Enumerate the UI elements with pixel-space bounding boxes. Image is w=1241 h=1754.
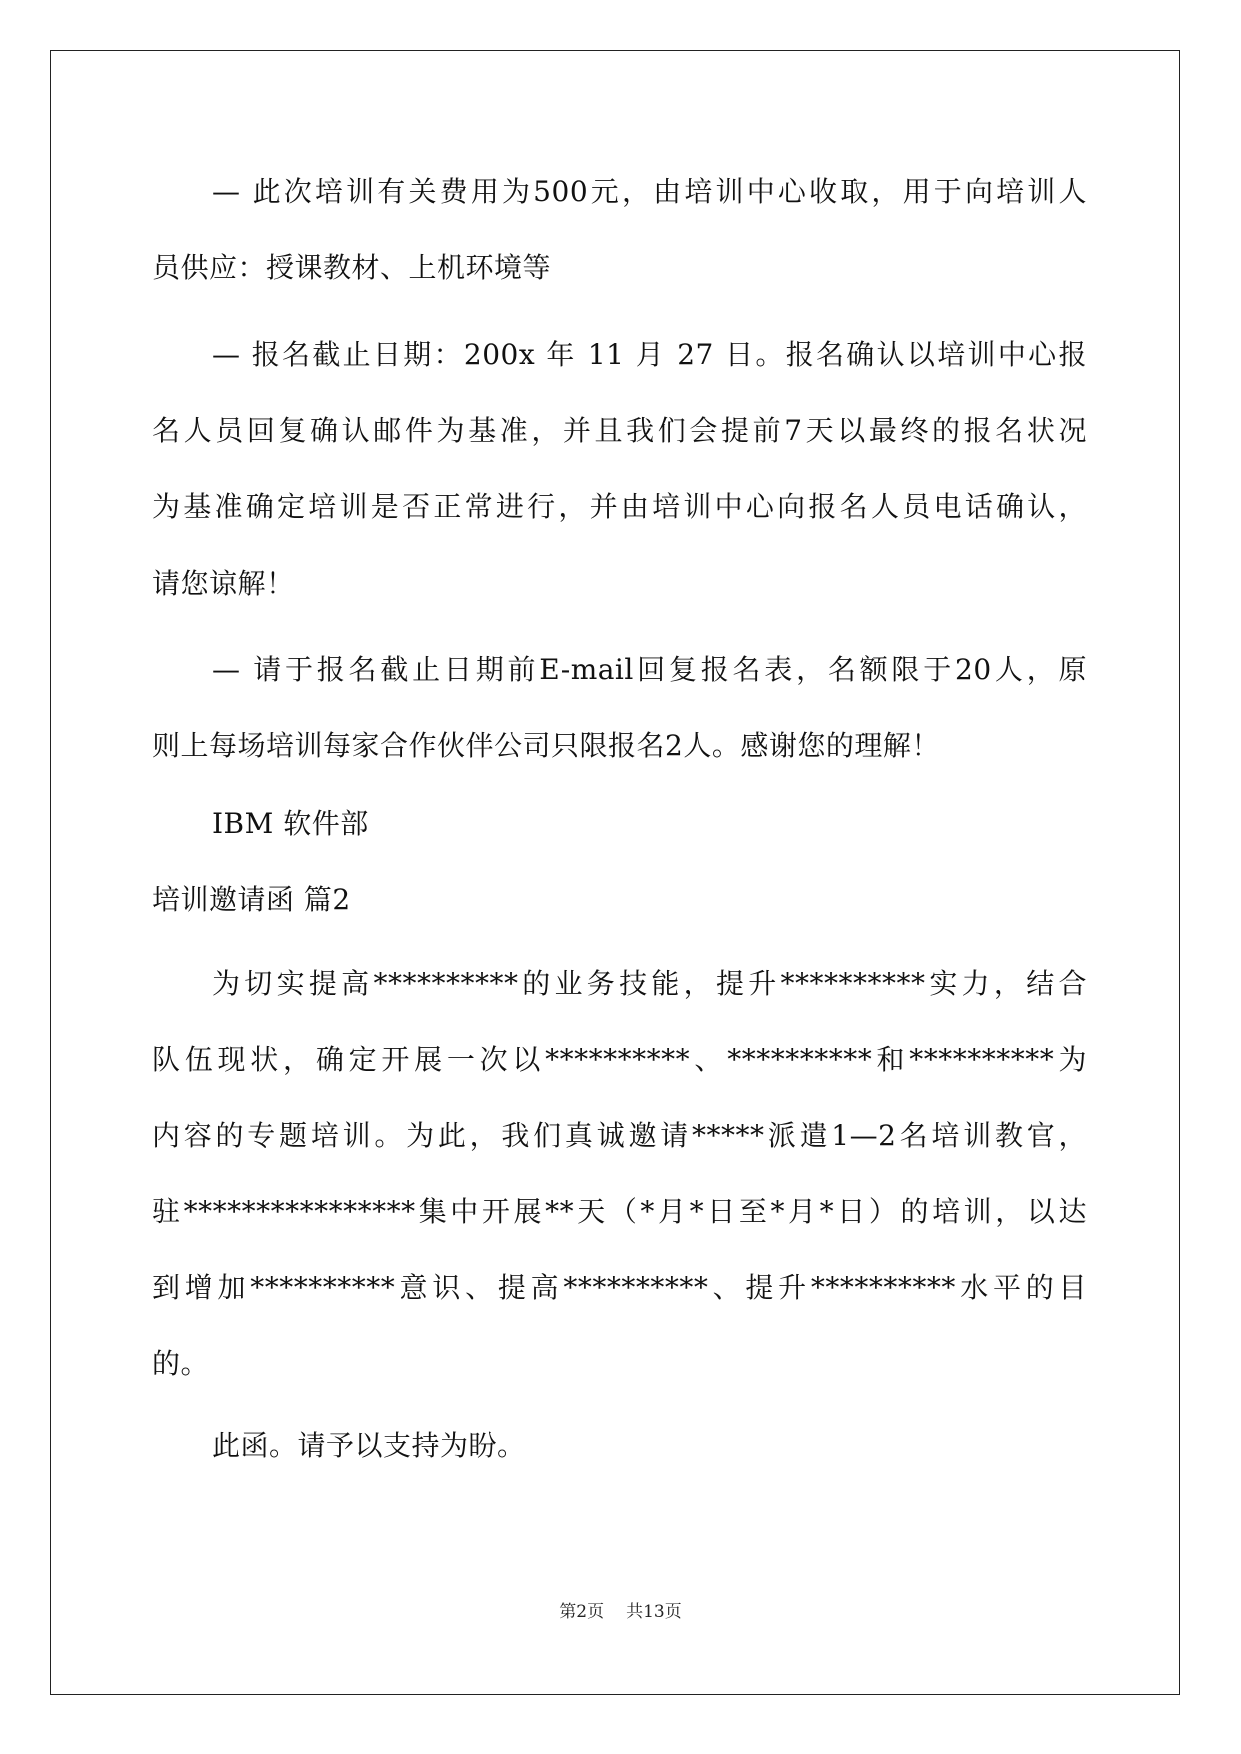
page-number: 第2页 (559, 1602, 605, 1622)
paragraph-line: — 请于报名截止日期前E-mail回复报名表，名额限于20人，原 (212, 653, 1087, 686)
page-footer (0, 1600, 1241, 1624)
paragraph-line: 则上每场培训每家合作伙伴公司只限报名2人。感谢您的理解！ (152, 729, 940, 762)
paragraph-line: 员供应：授课教材、上机环境等 (152, 251, 552, 284)
paragraph-line: 队伍现状，确定开展一次以**********、**********和**********为 (152, 1043, 1087, 1076)
paragraph-line: 的。 (152, 1347, 210, 1380)
paragraph-line: 请您谅解！ (152, 567, 295, 600)
paragraph-line: — 此次培训有关费用为500元，由培训中心收取，用于向培训人 (212, 175, 1087, 208)
paragraph-line: 到增加**********意识、提高**********、提升**********水平的目 (152, 1271, 1087, 1304)
paragraph-line: 为基准确定培训是否正常进行，并由培训中心向报名人员电话确认， (152, 490, 1087, 523)
page-total: 共13页 (626, 1602, 682, 1622)
paragraph-line: 驻****************集中开展**天（*月*日至*月*日）的培训，以达 (152, 1195, 1087, 1228)
closing-line: 此函。请予以支持为盼。 (212, 1429, 526, 1462)
signature-line: IBM 软件部 (212, 807, 369, 840)
paragraph-line: 为切实提高**********的业务技能，提升**********实力，结合 (212, 967, 1087, 1000)
section-heading: 培训邀请函 篇2 (152, 883, 351, 916)
paragraph-line: 内容的专题培训。为此，我们真诚邀请*****派遣1—2名培训教官， (152, 1119, 1087, 1152)
paragraph-line: 名人员回复确认邮件为基准，并且我们会提前7天以最终的报名状况 (152, 414, 1087, 447)
paragraph-line: — 报名截止日期：200x 年 11 月 27 日。报名确认以培训中心报 (212, 338, 1087, 371)
